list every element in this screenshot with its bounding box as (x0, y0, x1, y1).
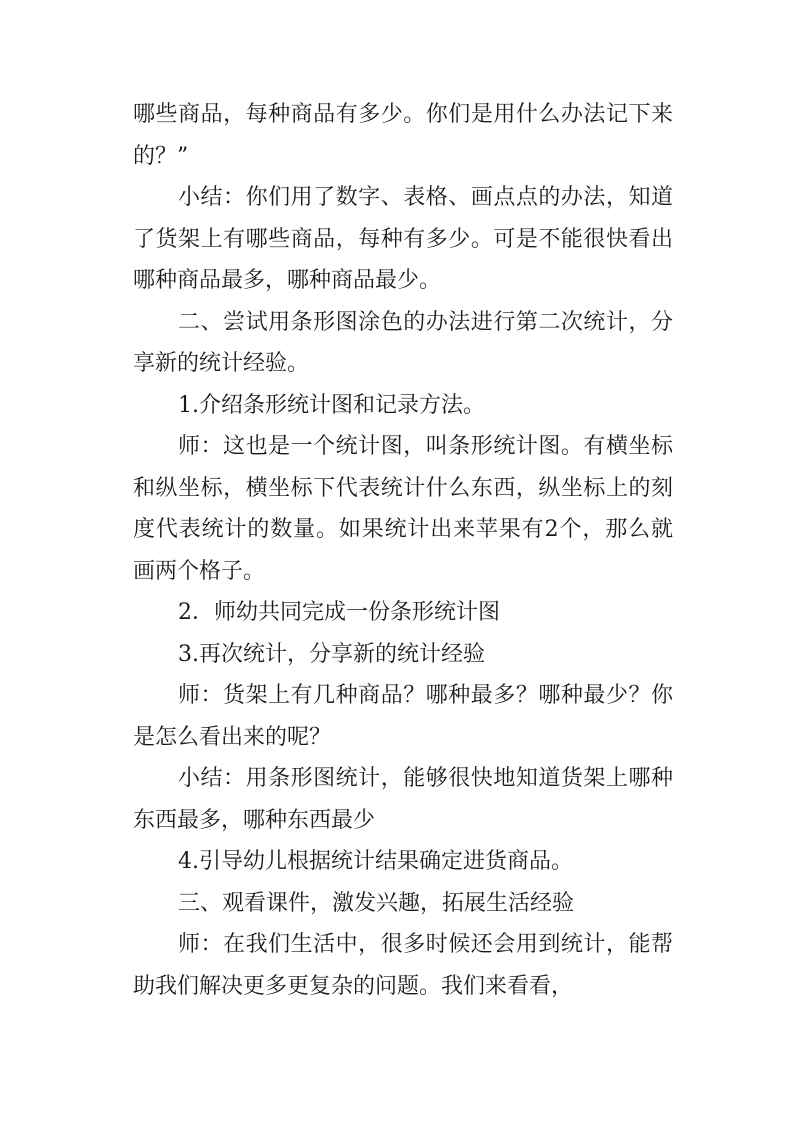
paragraph-summary-2: 小结：用条形图统计，能够很快地知道货架上哪种东西最多，哪种东西最少 (133, 766, 673, 833)
step-heading-4: 4.引导幼儿根据统计结果确定进货商品。 (178, 849, 573, 874)
paragraph-teacher-closing: 师：在我们生活中，很多时候还会用到统计，能帮助我们解决更多更复杂的问题。我们来看看， (133, 932, 673, 999)
step-heading-2: 2．师幼共同完成一份条形统计图 (178, 600, 500, 625)
document-body (133, 94, 673, 1007)
step-heading-1: 1.介绍条形统计图和记录方法。 (178, 392, 485, 418)
section-heading-3: 三、观看课件，激发兴趣，拓展生活经验 (178, 890, 575, 916)
step-heading-3: 3.再次统计，分享新的统计经验 (178, 641, 485, 667)
paragraph-continuation: 哪些商品，每种商品有多少。你们是用什么办法记下来的？” (133, 102, 673, 169)
section-heading-2: 二、尝试用条形图涂色的办法进行第二次统计，分享新的统计经验。 (133, 309, 673, 376)
paragraph-teacher-explanation: 师：这也是一个统计图，叫条形统计图。有横坐标和纵坐标，横坐标下代表统计什么东西，纵坐标上的刻度代表统计的数量。如果统计出来苹果有2个，那么就画两个格子。 (133, 434, 673, 584)
paragraph-teacher-question: 师：货架上有几种商品？哪种最多？哪种最少？你是怎么看出来的呢？ (133, 683, 673, 750)
paragraph-summary-1: 小结：你们用了数字、表格、画点点的办法，知道了货架上有哪些商品，每种有多少。可是不能很快看出哪种商品最多，哪种商品最少。 (133, 185, 673, 293)
